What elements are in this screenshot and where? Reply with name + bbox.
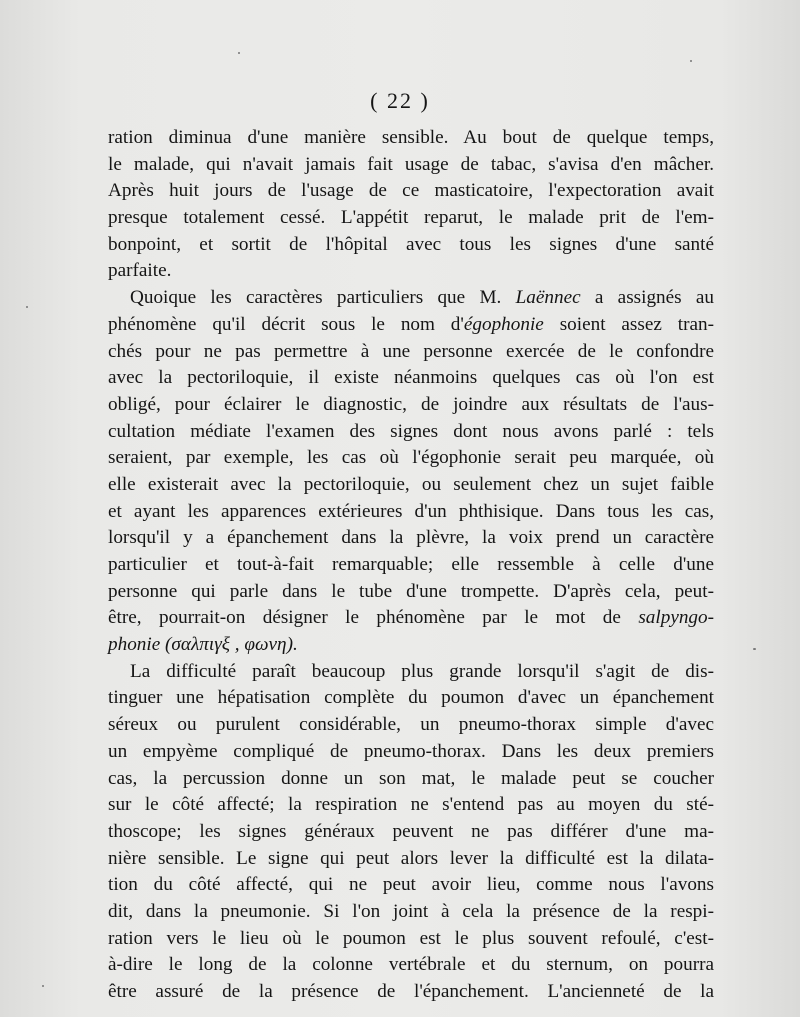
text-line: avec la pectoriloquie, il existe néanmoins quelques cas où l'on est [108, 367, 714, 389]
italic-term: phonie [108, 634, 161, 656]
text-line: lorsqu'il y a épanchement dans la plèvre, la voix prend un caractère [108, 527, 714, 549]
text-line: cas, la percussion donne un son mat, le malade peut se coucher [108, 767, 714, 789]
text-line: bonpoint, et sortit de l'hôpital avec tous les signes d'une santé [108, 233, 714, 255]
text-segment: a assignés au [594, 287, 715, 309]
text-line: être assuré de la présence de l'épanchement. L'ancienneté de la [108, 981, 714, 1002]
text-line: La difficulté paraît beaucoup plus grande lorsqu'il s'agit de dis- [130, 660, 714, 682]
italic-term: salpyngo- [638, 607, 715, 629]
text-line: sur le côté affecté; la respiration ne s'entend pas au moyen du sté- [108, 794, 714, 816]
text-line: séreux ou purulent considérable, un pneumo-thorax simple d'avec [108, 714, 714, 736]
italic-term: égophonie [463, 313, 544, 335]
page-number: ( 22 ) [370, 88, 430, 113]
text-line: thoscope; les signes généraux peuvent ne pas différer d'une ma- [108, 820, 714, 842]
text-line: elle existerait avec la pectoriloquie, ou seulement chez un sujet faible [108, 473, 714, 495]
text-line: seraient, par exemple, les cas où l'égophonie serait peu marquée, où [108, 447, 714, 469]
text-line: obligé, pour éclairer le diagnostic, de joindre aux résultats de l'aus- [108, 393, 714, 415]
text-line: presque totalement cessé. L'appétit reparut, le malade prit de l'em- [108, 207, 714, 229]
paper-speck [42, 985, 44, 987]
text-line: nière sensible. Le signe qui peut alors lever la difficulté est la dilata- [108, 847, 714, 869]
text-line: tion du côté affecté, qui ne peut avoir lieu, comme nous l'avons [108, 874, 714, 896]
paper-speck [238, 52, 240, 54]
text-segment: Quoique les caractères particuliers que M. [130, 287, 502, 309]
body-text [108, 125, 714, 1006]
text-segment: soient assez tran- [559, 313, 715, 335]
text-line: et ayant les apparences extérieures d'un phthisique. Dans tous les cas, [108, 500, 714, 522]
text-line: ration vers le lieu où le poumon est le plus souvent refoulé, c'est- [108, 927, 714, 949]
text-line: un empyème compliqué de pneumo-thorax. Dans les deux premiers [108, 740, 714, 762]
text-line: cultation médiate l'examen des signes dont nous avons parlé : tels [108, 420, 714, 442]
text-line: ration diminua d'une manière sensible. Au bout de quelque temps, [108, 127, 714, 148]
text-line: tinguer une hépatisation complète du poumon d'avec un épanchement [108, 687, 714, 709]
text-line [108, 632, 714, 659]
paper-speck [753, 648, 756, 650]
text-line: le malade, qui n'avait jamais fait usage de tabac, s'avisa d'en mâcher. [108, 153, 714, 175]
text-line: dit, dans la pneumonie. Si l'on joint à cela la présence de la respi- [108, 900, 714, 922]
text-line: personne qui parle dans le tube d'une trompette. D'après cela, peut- [108, 580, 714, 602]
text-line: à-dire le long de la colonne vertébrale et du sternum, on pourra [108, 954, 714, 976]
text-segment: être, pourrait-on désigner le phénomène par le mot de [108, 607, 621, 629]
text-line: Après huit jours de l'usage de ce masticatoire, l'expectoration avait [108, 180, 714, 202]
greek-etymology: (σαλπιγξ , φωνη). [165, 634, 298, 656]
text-line [108, 605, 714, 632]
text-line: particulier et tout-à-fait remarquable; elle ressemble à celle d'une [108, 554, 714, 575]
author-name: Laënnec [515, 287, 581, 309]
text-line [108, 312, 714, 339]
paper-speck [690, 60, 692, 62]
paper-speck [26, 306, 28, 308]
text-segment: phénomène qu'il décrit sous le nom d' [108, 313, 464, 335]
text-line [108, 285, 714, 312]
text-line: parfaite. [108, 260, 172, 282]
text-line: chés pour ne pas permettre à une personne exercée de le confondre [108, 340, 714, 362]
